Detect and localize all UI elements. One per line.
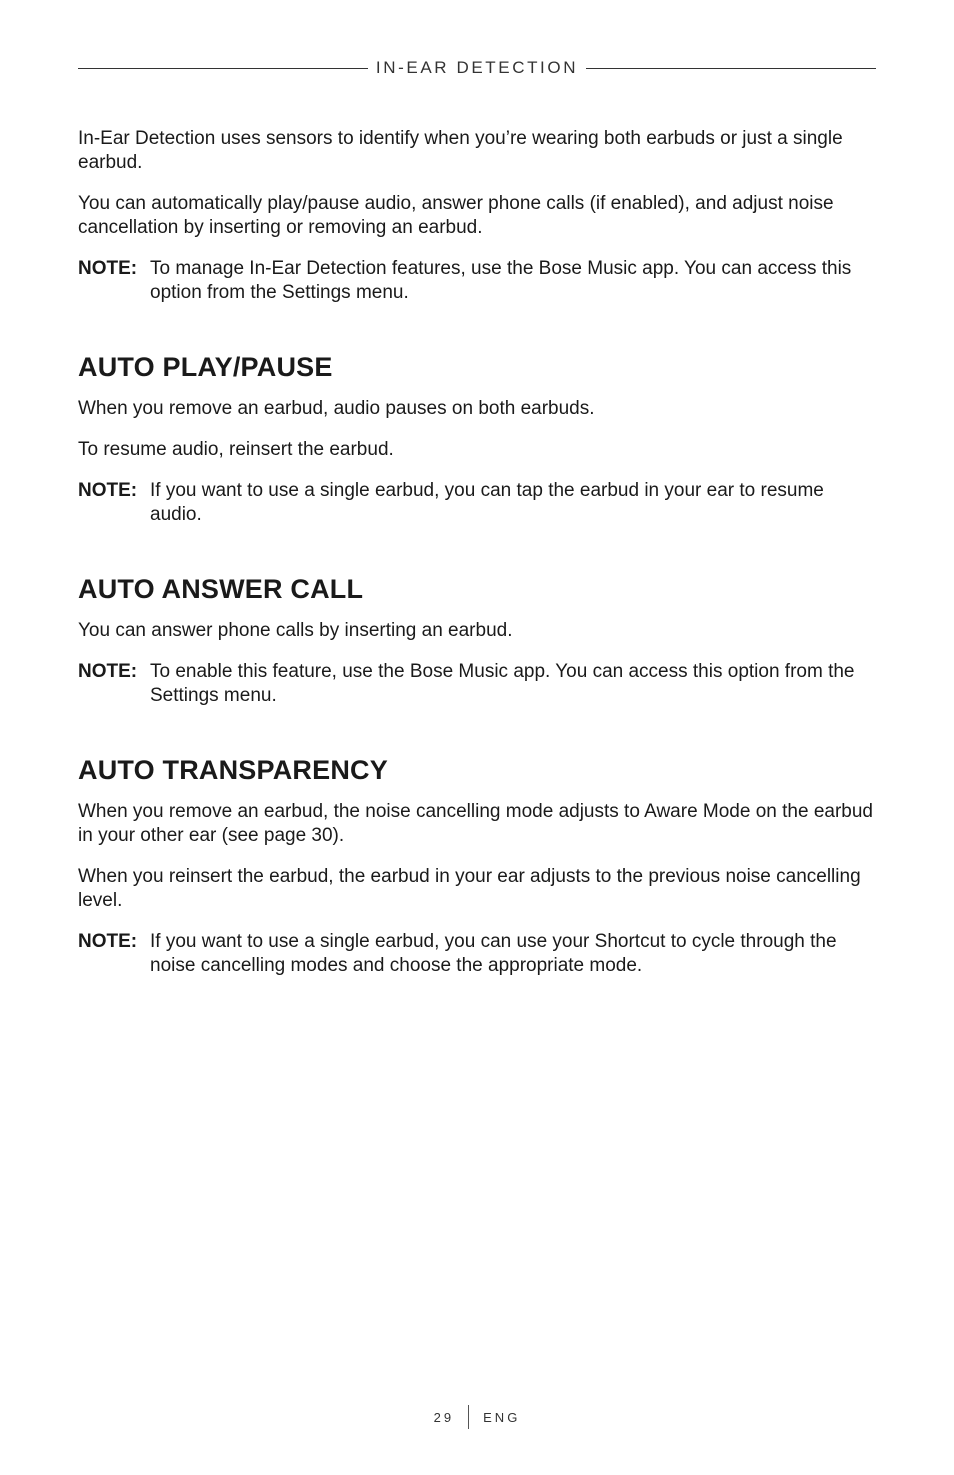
section-auto-transparency	[78, 754, 878, 978]
footer-divider	[468, 1405, 469, 1429]
section-heading: AUTO PLAY/PAUSE	[78, 352, 333, 382]
section-note	[78, 479, 878, 527]
section-paragraph: When you reinsert the earbud, the earbud in your ear adjusts to the previous noise cancelling level.	[78, 866, 861, 911]
section-auto-play-pause	[78, 351, 878, 527]
section-auto-answer-call	[78, 573, 878, 708]
section-paragraph: You can answer phone calls by inserting an earbud.	[78, 620, 513, 641]
page-header	[78, 56, 876, 80]
note-text: To enable this feature, use the Bose Music app. You can access this option from the Settings menu.	[150, 661, 855, 706]
note-label: NOTE:	[78, 258, 138, 279]
page-content	[78, 127, 878, 978]
page-title: IN-EAR DETECTION	[375, 58, 579, 77]
note-label: NOTE:	[78, 661, 138, 682]
note-label: NOTE:	[78, 931, 138, 952]
section-paragraph: When you remove an earbud, the noise cancelling mode adjusts to Aware Mode on the earbud in your other ear (see page 30).	[78, 801, 873, 846]
section-heading: AUTO TRANSPARENCY	[78, 755, 388, 785]
note-text: If you want to use a single earbud, you can use your Shortcut to cycle through the noise cancelling modes and choose the appropriate mode.	[150, 931, 837, 976]
intro-paragraph-2: You can automatically play/pause audio, answer phone calls (if enabled), and adjust noise cancellation by inserting or removing an earbud.	[78, 193, 834, 238]
note-text: To manage In-Ear Detection features, use the Bose Music app. You can access this option from the Settings menu.	[150, 258, 852, 303]
section-paragraph: To resume audio, reinsert the earbud.	[78, 439, 394, 460]
header-rule-left	[78, 68, 368, 69]
page-footer	[0, 1405, 954, 1429]
language-code: ENG	[483, 1409, 521, 1425]
intro-note	[78, 257, 878, 305]
section-note	[78, 660, 878, 708]
section-paragraph: When you remove an earbud, audio pauses on both earbuds.	[78, 398, 595, 419]
section-heading: AUTO ANSWER CALL	[78, 574, 364, 604]
note-label: NOTE:	[78, 480, 138, 501]
intro-paragraph-1: In-Ear Detection uses sensors to identify when you’re wearing both earbuds or just a single earbud.	[78, 128, 843, 173]
header-rule-right	[586, 68, 876, 69]
note-text: If you want to use a single earbud, you can tap the earbud in your ear to resume audio.	[150, 480, 824, 525]
section-note	[78, 930, 878, 978]
page-number: 29	[433, 1409, 455, 1425]
